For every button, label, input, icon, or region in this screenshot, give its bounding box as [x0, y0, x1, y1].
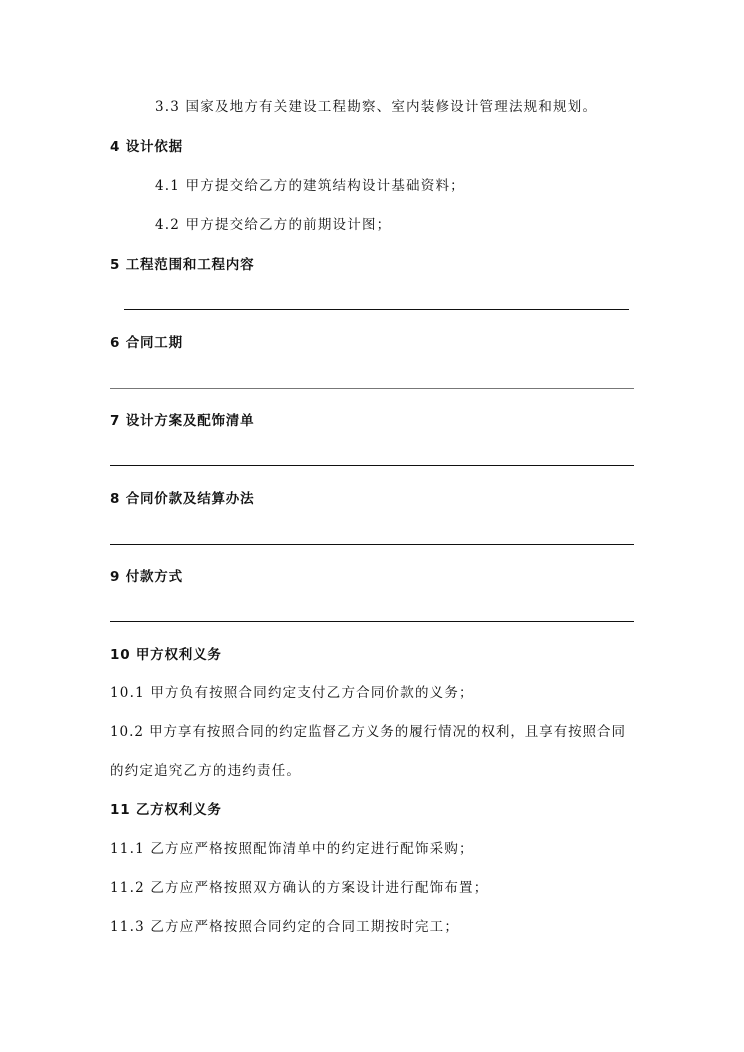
- section-7-heading: 7 设计方案及配饰清单: [110, 413, 255, 429]
- section-9-heading: 9 付款方式: [110, 569, 183, 585]
- section-4-heading: 4 设计依据: [110, 139, 183, 155]
- section-11-heading: 11 乙方权利义务: [110, 802, 222, 818]
- clause-10-1: 10.1 甲方负有按照合同约定支付乙方合同价款的义务；: [110, 685, 474, 701]
- blank-line-section-5: [124, 309, 629, 310]
- blank-line-section-9: [110, 621, 634, 622]
- section-6-heading: 6 合同工期: [110, 335, 183, 351]
- section-5-heading: 5 工程范围和工程内容: [110, 257, 255, 273]
- blank-line-section-7: [110, 465, 634, 466]
- clause-3-3: 3.3 国家及地方有关建设工程勘察、室内装修设计管理法规和规划。: [155, 99, 598, 115]
- clause-10-2-line-2: 的约定追究乙方的违约责任。: [110, 763, 302, 779]
- blank-line-section-6: [110, 388, 634, 389]
- blank-line-section-8: [110, 544, 634, 545]
- clause-11-3: 11.3 乙方应严格按照合同约定的合同工期按时完工；: [110, 919, 460, 935]
- clause-10-2-line-1: 10.2 甲方享有按照合同的约定监督乙方义务的履行情况的权利，且享有按照合同: [110, 724, 626, 740]
- section-10-heading: 10 甲方权利义务: [110, 647, 222, 663]
- clause-4-2: 4.2 甲方提交给乙方的前期设计图；: [155, 217, 392, 233]
- clause-11-1: 11.1 乙方应严格按照配饰清单中的约定进行配饰采购；: [110, 841, 474, 857]
- clause-11-2: 11.2 乙方应严格按照双方确认的方案设计进行配饰布置；: [110, 880, 489, 896]
- clause-4-1: 4.1 甲方提交给乙方的建筑结构设计基础资料；: [155, 178, 465, 194]
- section-8-heading: 8 合同价款及结算办法: [110, 491, 255, 507]
